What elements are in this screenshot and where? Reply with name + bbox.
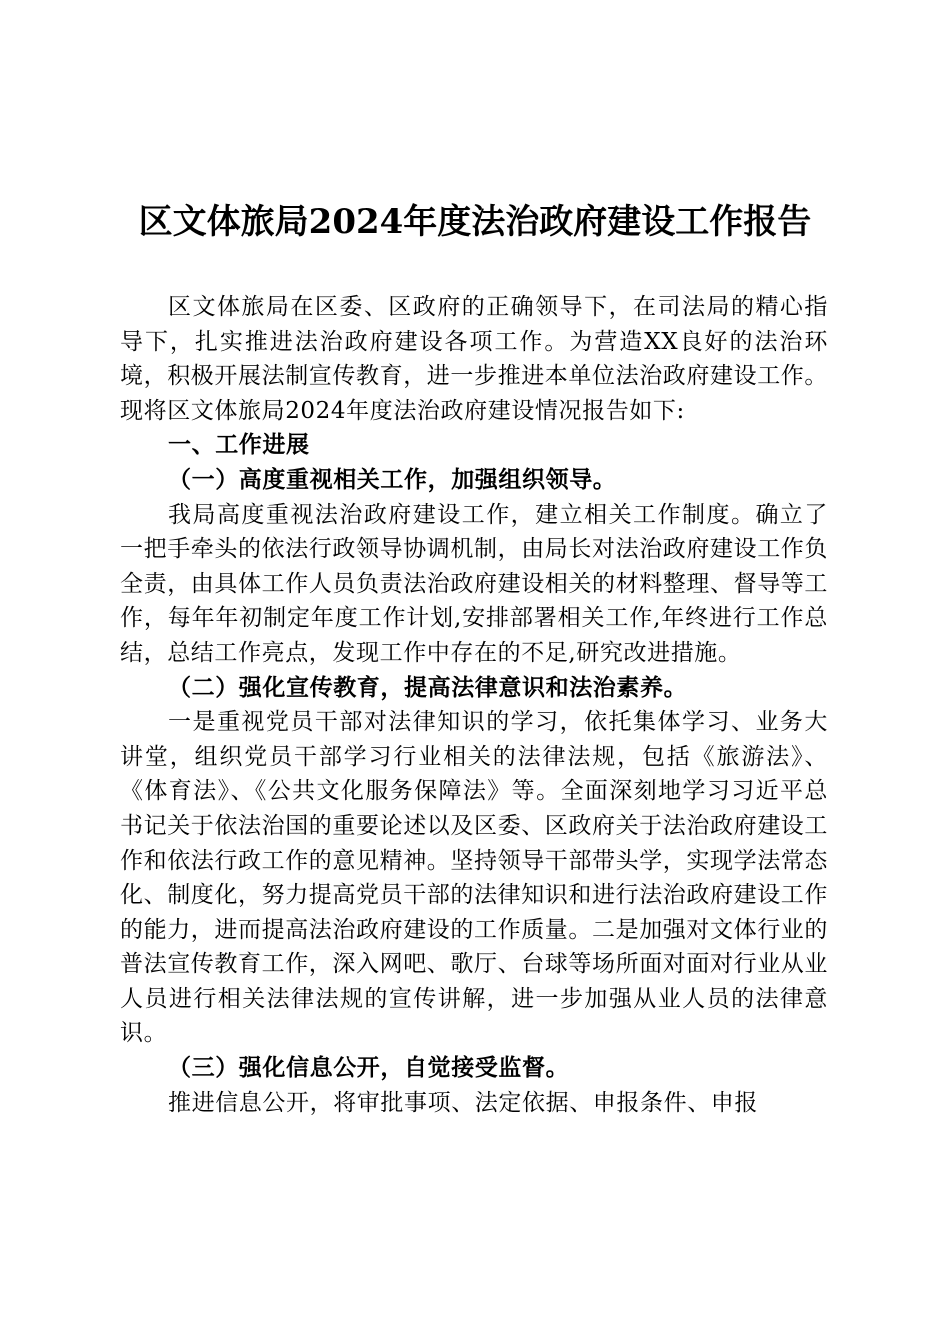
body-paragraph-3: 推进信息公开，将审批事项、法定依据、申报条件、申报	[168, 1089, 758, 1116]
document-title: 区文体旅局2024年度法治政府建设工作报告	[138, 202, 812, 242]
document-body	[120, 290, 828, 1120]
body-paragraph-1: 我局高度重视法治政府建设工作，建立相关工作制度。确立了一把手牵头的依法行政领导协调机制，由局长对法治政府建设工作负全责，由具体工作人员负责法治政府建设相关的材料整理、督导等工作，每年年初制定年度工作计划,安排部署相关工作,年终进行工作总结，总结工作亮点，发现工作中存在的不足,研究改进措施。	[120, 501, 828, 666]
section-heading-progress: 一、工作进展	[168, 431, 310, 459]
subsection-heading-1: （一）高度重视相关工作，加强组织领导。	[168, 465, 617, 493]
subsection-heading-3: （三）强化信息公开，自觉接受监督。	[168, 1054, 570, 1082]
intro-paragraph: 区文体旅局在区委、区政府的正确领导下，在司法局的精心指导下，扎实推进法治政府建设各项工作。为营造XX良好的法治环境，积极开展法制宣传教育，进一步推进本单位法治政府建设工作。现将区文体旅局2024年度法治政府建设情况报告如下:	[120, 294, 828, 424]
subsection-heading-2: （二）强化宣传教育，提高法律意识和法治素养。	[168, 673, 688, 701]
body-paragraph-2: 一是重视党员干部对法律知识的学习，依托集体学习、业务大讲堂，组织党员干部学习行业相关的法律法规，包括《旅游法》、《体育法》、《公共文化服务保障法》等。全面深刻地学习习近平总书记关于依法治国的重要论述以及区委、区政府关于法治政府建设工作和依法行政工作的意见精神。坚持领导干部带头学，实现学法常态化、制度化，努力提高党员干部的法律知识和进行法治政府建设工作的能力，进而提高法治政府建设的工作质量。二是加强对文体行业的普法宣传教育工作，深入网吧、歌厅、台球等场所面对面对行业从业人员进行相关法律法规的宣传讲解，进一步加强从业人员的法律意识。	[120, 709, 828, 1047]
